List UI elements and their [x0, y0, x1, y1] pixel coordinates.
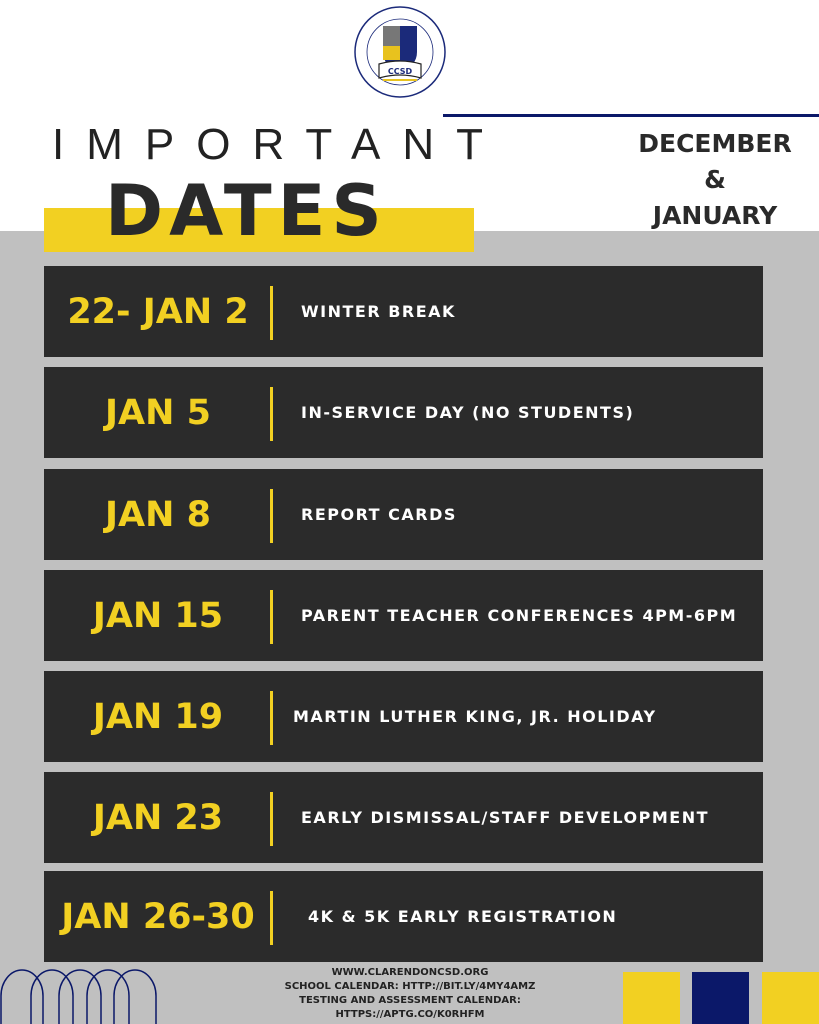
event-row — [44, 570, 763, 661]
navy-divider-line — [443, 114, 819, 117]
title-important: IMPORTANT — [52, 120, 506, 169]
loops-decoration — [0, 966, 170, 1024]
testing-calendar-label: TESTING AND ASSESSMENT CALENDAR: — [299, 995, 521, 1006]
row-divider — [270, 792, 273, 846]
event-name: 4K & 5K EARLY REGISTRATION — [308, 907, 618, 926]
navy-square — [692, 972, 749, 1024]
yellow-square — [762, 972, 819, 1024]
event-date: JAN 23 — [92, 797, 224, 838]
event-row — [44, 772, 763, 863]
footer-info — [250, 966, 570, 1022]
event-row — [44, 367, 763, 458]
event-name: IN-SERVICE DAY (NO STUDENTS) — [301, 403, 635, 422]
event-date: JAN 5 — [105, 392, 211, 433]
event-name: MARTIN LUTHER KING, JR. HOLIDAY — [293, 707, 657, 726]
event-name: EARLY DISMISSAL/STAFF DEVELOPMENT — [301, 808, 710, 827]
row-divider — [270, 387, 273, 441]
event-date: JAN 19 — [92, 696, 224, 737]
ampersand: & — [704, 165, 726, 194]
event-date: JAN 15 — [92, 595, 224, 636]
event-row — [44, 469, 763, 560]
event-date: JAN 8 — [105, 494, 211, 535]
month-january: JANUARY — [652, 201, 778, 230]
row-divider — [270, 489, 273, 543]
event-row — [44, 871, 763, 962]
event-row — [44, 266, 763, 357]
website-link[interactable]: WWW.CLARENDONCSD.ORG — [331, 967, 489, 978]
event-name: WINTER BREAK — [301, 302, 456, 321]
months-label — [620, 126, 810, 234]
event-name: PARENT TEACHER CONFERENCES 4PM-6PM — [301, 606, 738, 625]
testing-calendar-link[interactable]: HTTPS://APTG.CO/K0RHFM — [335, 1009, 485, 1020]
title-dates: DATES — [105, 170, 388, 252]
school-calendar-link[interactable]: SCHOOL CALENDAR: HTTP://BIT.LY/4MY4AMZ — [284, 981, 536, 992]
row-divider — [270, 891, 273, 945]
yellow-square — [623, 972, 680, 1024]
row-divider — [270, 286, 273, 340]
row-divider — [270, 590, 273, 644]
month-december: DECEMBER — [638, 129, 792, 158]
svg-text:CCSD: CCSD — [387, 67, 413, 76]
row-divider — [270, 691, 273, 745]
event-date: 22- JAN 2 — [67, 291, 249, 332]
district-logo — [353, 4, 447, 100]
event-date: JAN 26-30 — [61, 896, 255, 937]
event-name: REPORT CARDS — [301, 505, 457, 524]
event-row — [44, 671, 763, 762]
